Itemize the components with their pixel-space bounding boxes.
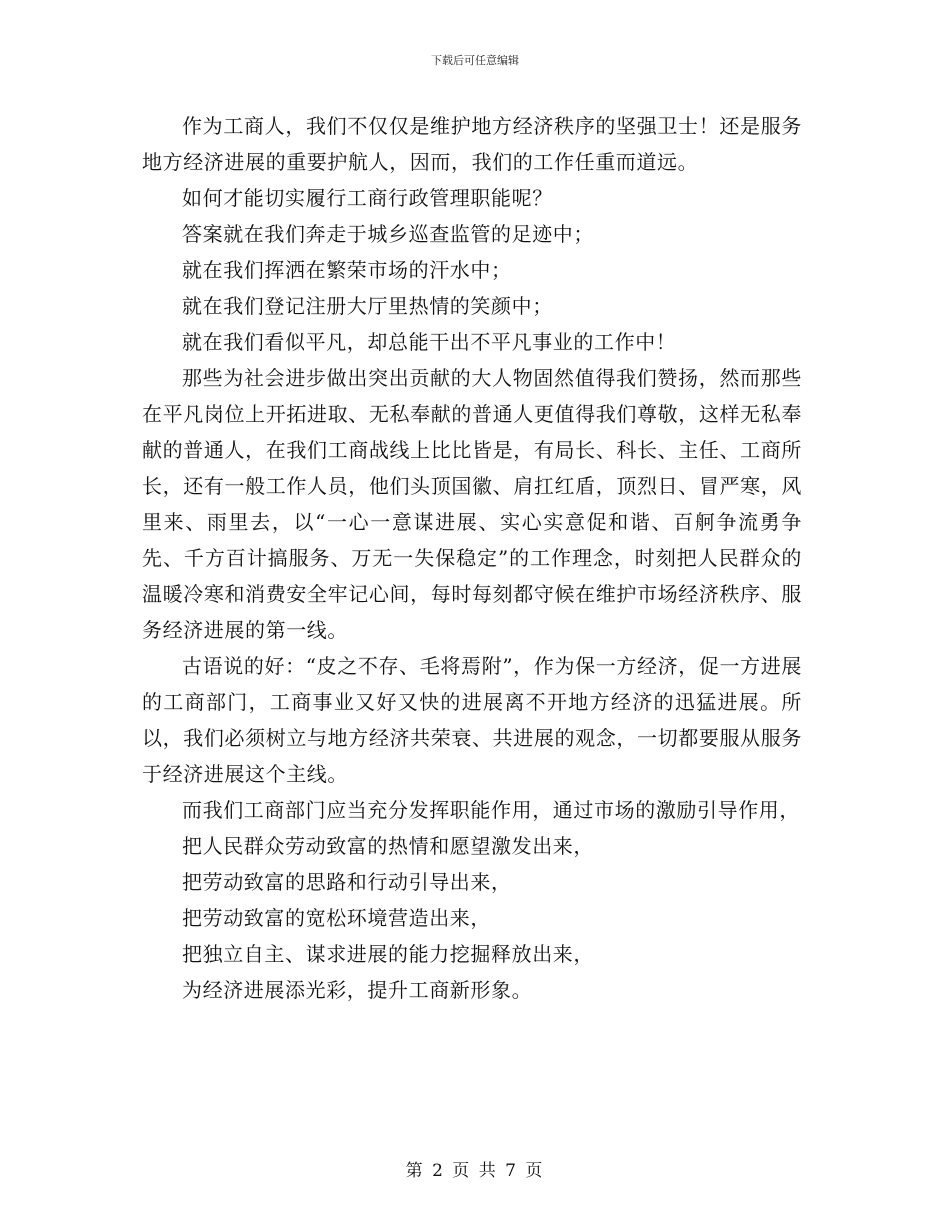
paragraph: 就在我们登记注册大厅里热情的笑颜中； — [182, 294, 553, 318]
paragraph: 答案就在我们奔走于城乡巡查监管的足迹中； — [182, 222, 594, 246]
paragraph: 把独立自主、谋求进展的能力挖掘释放出来， — [182, 942, 594, 966]
paragraph: 就在我们看似平凡，却总能干出不平凡事业的工作中！ — [182, 330, 677, 354]
paragraph: 就在我们挥洒在繁荣市场的汗水中； — [182, 258, 512, 282]
document-body — [142, 108, 802, 1008]
paragraph: 把劳动致富的宽松环境营造出来， — [182, 906, 491, 930]
page-number: 第 2 页 共 7 页 — [405, 1161, 545, 1181]
paragraph: 古语说的好：“皮之不存、毛将焉附”，作为保一方经济，促一方进展的工商部门，工商事业又好又快的进展离不开地方经济的迅猛进展。所以，我们必须树立与地方经济共荣衰、共进展的观念，一切都要服从服务于经济进展这个主线。 — [142, 654, 802, 786]
paragraph: 而我们工商部门应当充分发挥职能作用，通过市场的激励引导作用， — [182, 798, 800, 822]
paragraph: 把劳动致富的思路和行动引导出来， — [182, 870, 512, 894]
page-header: 下载后可任意编辑 — [431, 54, 519, 67]
paragraph: 为经济进展添光彩，提升工商新形象。 — [182, 978, 533, 1002]
paragraph: 作为工商人，我们不仅仅是维护地方经济秩序的坚强卫士！还是服务地方经济进展的重要护航人，因而，我们的工作任重而道远。 — [142, 114, 802, 174]
paragraph: 如何才能切实履行工商行政管理职能呢？ — [182, 186, 553, 210]
paragraph: 那些为社会进步做出突出贡献的大人物固然值得我们赞扬，然而那些在平凡岗位上开拓进取、无私奉献的普通人更值得我们尊敬，这样无私奉献的普通人，在我们工商战线上比比皆是，有局长、科长、主任、工商所长，还有一般工作人员，他们头顶国徽、肩扛红盾，顶烈日、冒严寒，风里来、雨里去，以“一心一意谋进展、实心实意促和谐、百舸争流勇争先、千方百计搞服务、万无一失保稳定”的工作理念，时刻把人民群众的温暖冷寒和消费安全牢记心间，每时每刻都守候在维护市场经济秩序、服务经济进展的第一线。 — [142, 366, 802, 642]
paragraph: 把人民群众劳动致富的热情和愿望激发出来， — [182, 834, 594, 858]
